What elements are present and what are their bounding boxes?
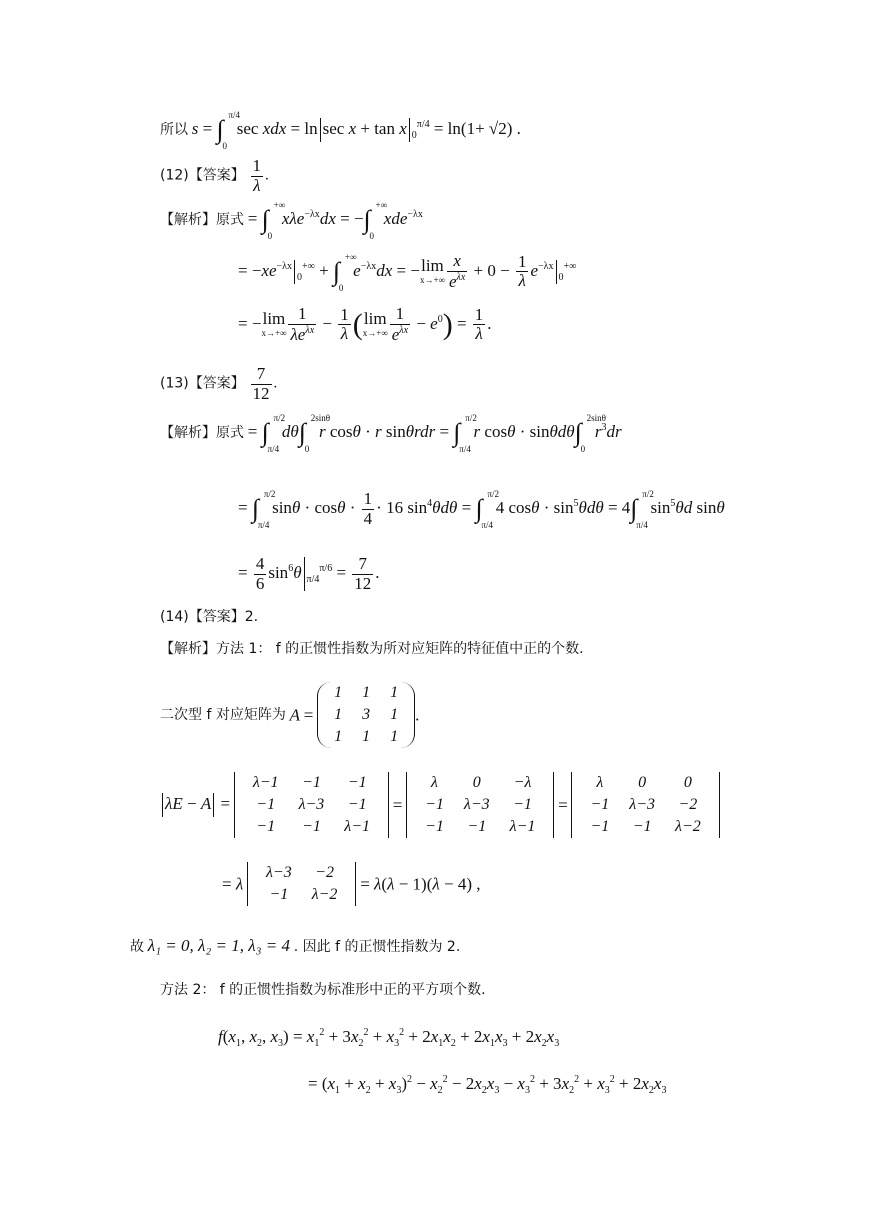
line-13: λE − A = λ−1 −1 −1 −1 λ−3 −1 −1 −1 λ−1 = λ 0 −λ −1 λ−3 −1 −1 −1 λ−1 = λ 0 0 −1 λ−3 −2 −1 −1 λ−2 — [160, 772, 720, 838]
det1-cell: λ−3 — [298, 796, 325, 813]
answer-13-label: (13)【答案】 — [160, 375, 245, 392]
det1-cell: −1 — [347, 774, 367, 791]
line-5 — [238, 305, 492, 344]
matrix_A-cell: 1 — [334, 684, 343, 701]
line-17 — [218, 1028, 559, 1049]
conclusion-prefix: 故 — [130, 939, 144, 955]
det4-cell: λ−3 — [265, 864, 292, 881]
determinant-3 — [571, 772, 719, 838]
det1-cell: −1 — [302, 818, 321, 835]
line-7 — [160, 413, 622, 454]
line-18 — [308, 1075, 666, 1096]
det2-cell: −λ — [513, 774, 532, 791]
det4-cell: −1 — [269, 886, 289, 903]
analysis-13-label: 【解析】原式 — [160, 424, 244, 441]
matrix_A-row — [324, 726, 408, 748]
determinant-2 — [406, 772, 554, 838]
det2-cell: λ−1 — [509, 818, 536, 835]
line-10 — [160, 610, 258, 625]
det1-cell: −1 — [256, 796, 276, 813]
matrix_A-row — [324, 704, 408, 726]
line-15 — [130, 937, 460, 955]
line-9 — [238, 555, 380, 593]
det2-row — [415, 816, 545, 838]
det1-cell: λ−1 — [344, 818, 371, 835]
det2-row — [415, 794, 545, 816]
matrix_A-cell: 1 — [334, 728, 343, 745]
det3-cell: 0 — [638, 774, 647, 791]
matrix_A-cell: 1 — [390, 728, 399, 745]
formula-14a: $f(x_1$, $x_2$, $x_3) = x_1^2 + 3x_2^2 + x_3^2 + 2x_1x_2 + 2x_1x_3 + 2x_2x_3$ — [218, 1027, 560, 1049]
line-8 — [238, 489, 725, 531]
conclusion-text: . 因此 f 的正惯性指数为 2. — [293, 939, 461, 955]
det4-cell: λ−2 — [311, 886, 338, 903]
det2-cell: 0 — [472, 774, 481, 791]
det3-cell: λ — [596, 774, 604, 791]
det1-cell: −1 — [347, 796, 367, 813]
det3-cell: λ−2 — [675, 818, 701, 835]
formula-13a: = ∫ π/2 π/4 dθ∫ 2sinθ 0 r cosθ · r sinθrdr = ∫ π/2 π/4 r cosθ · sinθdθ∫ 2sinθ 0 $r^3dr$ — [247, 413, 622, 454]
det1-cell: −1 — [256, 818, 276, 835]
quadratic-form-text: 二次型 f 对应矩阵为 — [160, 707, 286, 723]
line-16 — [160, 983, 486, 998]
eigenvalues: λ₁ = 0, λ₂ = 1, λ₃ = 4 — [147, 936, 290, 955]
matrix_A-cell: 1 — [362, 684, 371, 701]
det4-row — [256, 884, 347, 906]
formula-13c: = $\frac{4}{6}$ $\sin^6\theta$ $_{\pi/4}^{\pi/6}$ = $\frac{7}{12}$ . — [238, 554, 380, 593]
answer-14-label: (14)【答案】2. — [160, 609, 259, 625]
line-6: (13)【答案】 $\frac{7}{12}$ . — [160, 364, 278, 403]
det1-row — [243, 816, 380, 838]
det2-cell: λ−3 — [463, 796, 490, 813]
analysis-14-text: 【解析】方法 1： f 的正惯性指数为所对应矩阵的特征值中正的个数. — [160, 641, 584, 657]
matrix-a — [317, 682, 415, 748]
det2-cell: −1 — [425, 796, 444, 813]
determinant-4 — [247, 862, 356, 906]
det3-cell: −1 — [632, 818, 652, 835]
line-3 — [160, 200, 423, 241]
det3-cell: −1 — [590, 796, 610, 813]
determinant-1 — [234, 772, 389, 838]
formula-14b: = $(x_1 + x_2 + x_3)^2 - x_2^2 - 2x_2x_3 - x_3^2 + 3x_2^2 + x_3^2 + 2x_2x_3$ — [308, 1074, 667, 1096]
det1-cell: λ−1 — [252, 774, 279, 791]
matrix_A-cell: 1 — [390, 706, 399, 723]
det3-cell: λ−3 — [629, 796, 656, 813]
text-suoyi: 所以 — [160, 121, 188, 138]
matrix_A-cell: 1 — [390, 684, 399, 701]
answer-12-fraction: $\frac{1}{\lambda}$ — [252, 156, 261, 195]
matrix_A-cell: 1 — [334, 706, 343, 723]
det3-cell: −1 — [590, 818, 610, 835]
det1-row — [243, 772, 380, 794]
det1-row — [243, 794, 380, 816]
answer-13-fraction: $\frac{7}{12}$ — [252, 364, 270, 403]
formula-13b: = ∫ π/2 π/4 sinθ · cosθ · $\frac{1}{4}$ · 16 $\sin^4\theta d\theta$ = ∫ π/2 π/4 4 $\cos\theta \cdot \sin^5\theta d\theta = 4\int$ π/2 π/4 $\sin^5\theta d$ sinθ — [238, 489, 725, 531]
det2-cell: −1 — [425, 818, 444, 835]
formula-12a: = ∫ +∞ 0 xλe$^{-\lambda x}$dx = −∫ +∞ 0 xde$^{-\lambda x}$ — [247, 200, 423, 241]
det3-cell: −2 — [678, 796, 698, 813]
line-14: = λ λ−3 −2 −1 λ−2 = λ(λ − 1)(λ − 4) , — [222, 862, 481, 906]
det4-row — [256, 862, 347, 884]
line-12: 二次型 f 对应矩阵为 A = 1 1 1 1 3 1 1 1 1 . — [160, 682, 419, 748]
analysis-12-label: 【解析】原式 — [160, 211, 244, 228]
det3-row — [580, 816, 710, 838]
det3-row — [580, 794, 710, 816]
formula-1: s = ∫ π/4 0 sec xdx = ln sec x + tan x $_0^{\pi/4}$ = ln(1+ √2) . — [191, 110, 521, 151]
line-2: (12)【答案】 $\frac{1}{\lambda}$ . — [160, 156, 269, 195]
line-4 — [238, 252, 576, 291]
det2-cell: λ — [431, 774, 438, 791]
line-1 — [160, 110, 521, 151]
det2-row — [415, 772, 545, 794]
matrix_A-cell: 1 — [362, 728, 371, 745]
method-2-text: 方法 2： f 的正惯性指数为标准形中正的平方项个数. — [160, 982, 486, 998]
matrix_A-row — [324, 682, 408, 704]
det3-cell: 0 — [683, 774, 692, 791]
det1-cell: −1 — [302, 774, 321, 791]
det2-cell: −1 — [467, 818, 487, 835]
formula-12b: = $-xe^{-\lambda x}_0^{+\infty}$ + ∫ +∞ 0 $e^{-\lambda x}dx$ = − lim x→+∞ $\frac{x}{e^{\lambda x}}$ + 0 − $\frac{1}{\lambda}$ $e^{-\lambda x}_0^{+\infty}$ — [238, 251, 577, 293]
matrix_A-cell: 3 — [362, 706, 371, 723]
answer-12-label: (12)【答案】 — [160, 167, 245, 184]
line-11 — [160, 642, 584, 657]
det3-row — [580, 772, 710, 794]
det4-cell: −2 — [315, 864, 334, 881]
formula-12c: = − lim x→+∞ $\frac{1}{\lambda e^{\lambda x}}$ − $\frac{1}{\lambda}$ ( lim x→+∞ $\frac{1}{e^{\lambda x}}$ − $e^0$) = $\frac{1}{\lambda}$ . — [238, 304, 492, 344]
det2-cell: −1 — [513, 796, 532, 813]
